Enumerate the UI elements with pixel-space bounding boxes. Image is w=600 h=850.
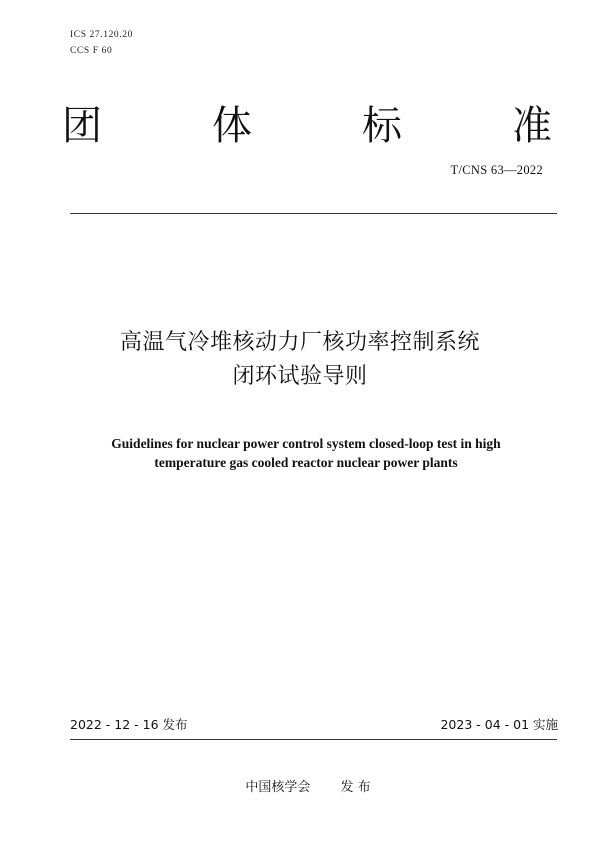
chinese-title <box>0 326 600 394</box>
doc-type-char-2: 体 <box>212 103 252 149</box>
english-title-line-2: temperature gas cooled reactor nuclear power plants <box>154 455 458 470</box>
ics-code: ICS 27.120.20 <box>70 30 133 40</box>
ccs-code: CCS F 60 <box>70 46 113 56</box>
document-type-heading <box>62 100 552 152</box>
doc-type-char-3: 标 <box>362 103 402 149</box>
bottom-divider <box>70 739 557 740</box>
publisher-action: 发 布 <box>340 780 371 795</box>
english-title-line-1: Guidelines for nuclear power control system closed-loop test in high <box>111 436 501 451</box>
chinese-title-line-2: 闭环试验导则 <box>232 364 368 389</box>
top-divider <box>70 213 557 214</box>
doc-type-char-4: 准 <box>512 103 552 149</box>
doc-type-char-1: 团 <box>62 103 102 149</box>
issue-date: 2022 - 12 - 16 发布 <box>70 717 188 732</box>
implementation-date: 2023 - 04 - 01 实施 <box>440 717 558 732</box>
english-title <box>0 434 600 472</box>
standard-number: T/CNS 63—2022 <box>450 163 543 177</box>
publisher-name: 中国核学会 <box>245 780 311 795</box>
publisher-line <box>0 776 600 795</box>
chinese-title-line-1: 高温气冷堆核动力厂核功率控制系统 <box>119 330 480 355</box>
